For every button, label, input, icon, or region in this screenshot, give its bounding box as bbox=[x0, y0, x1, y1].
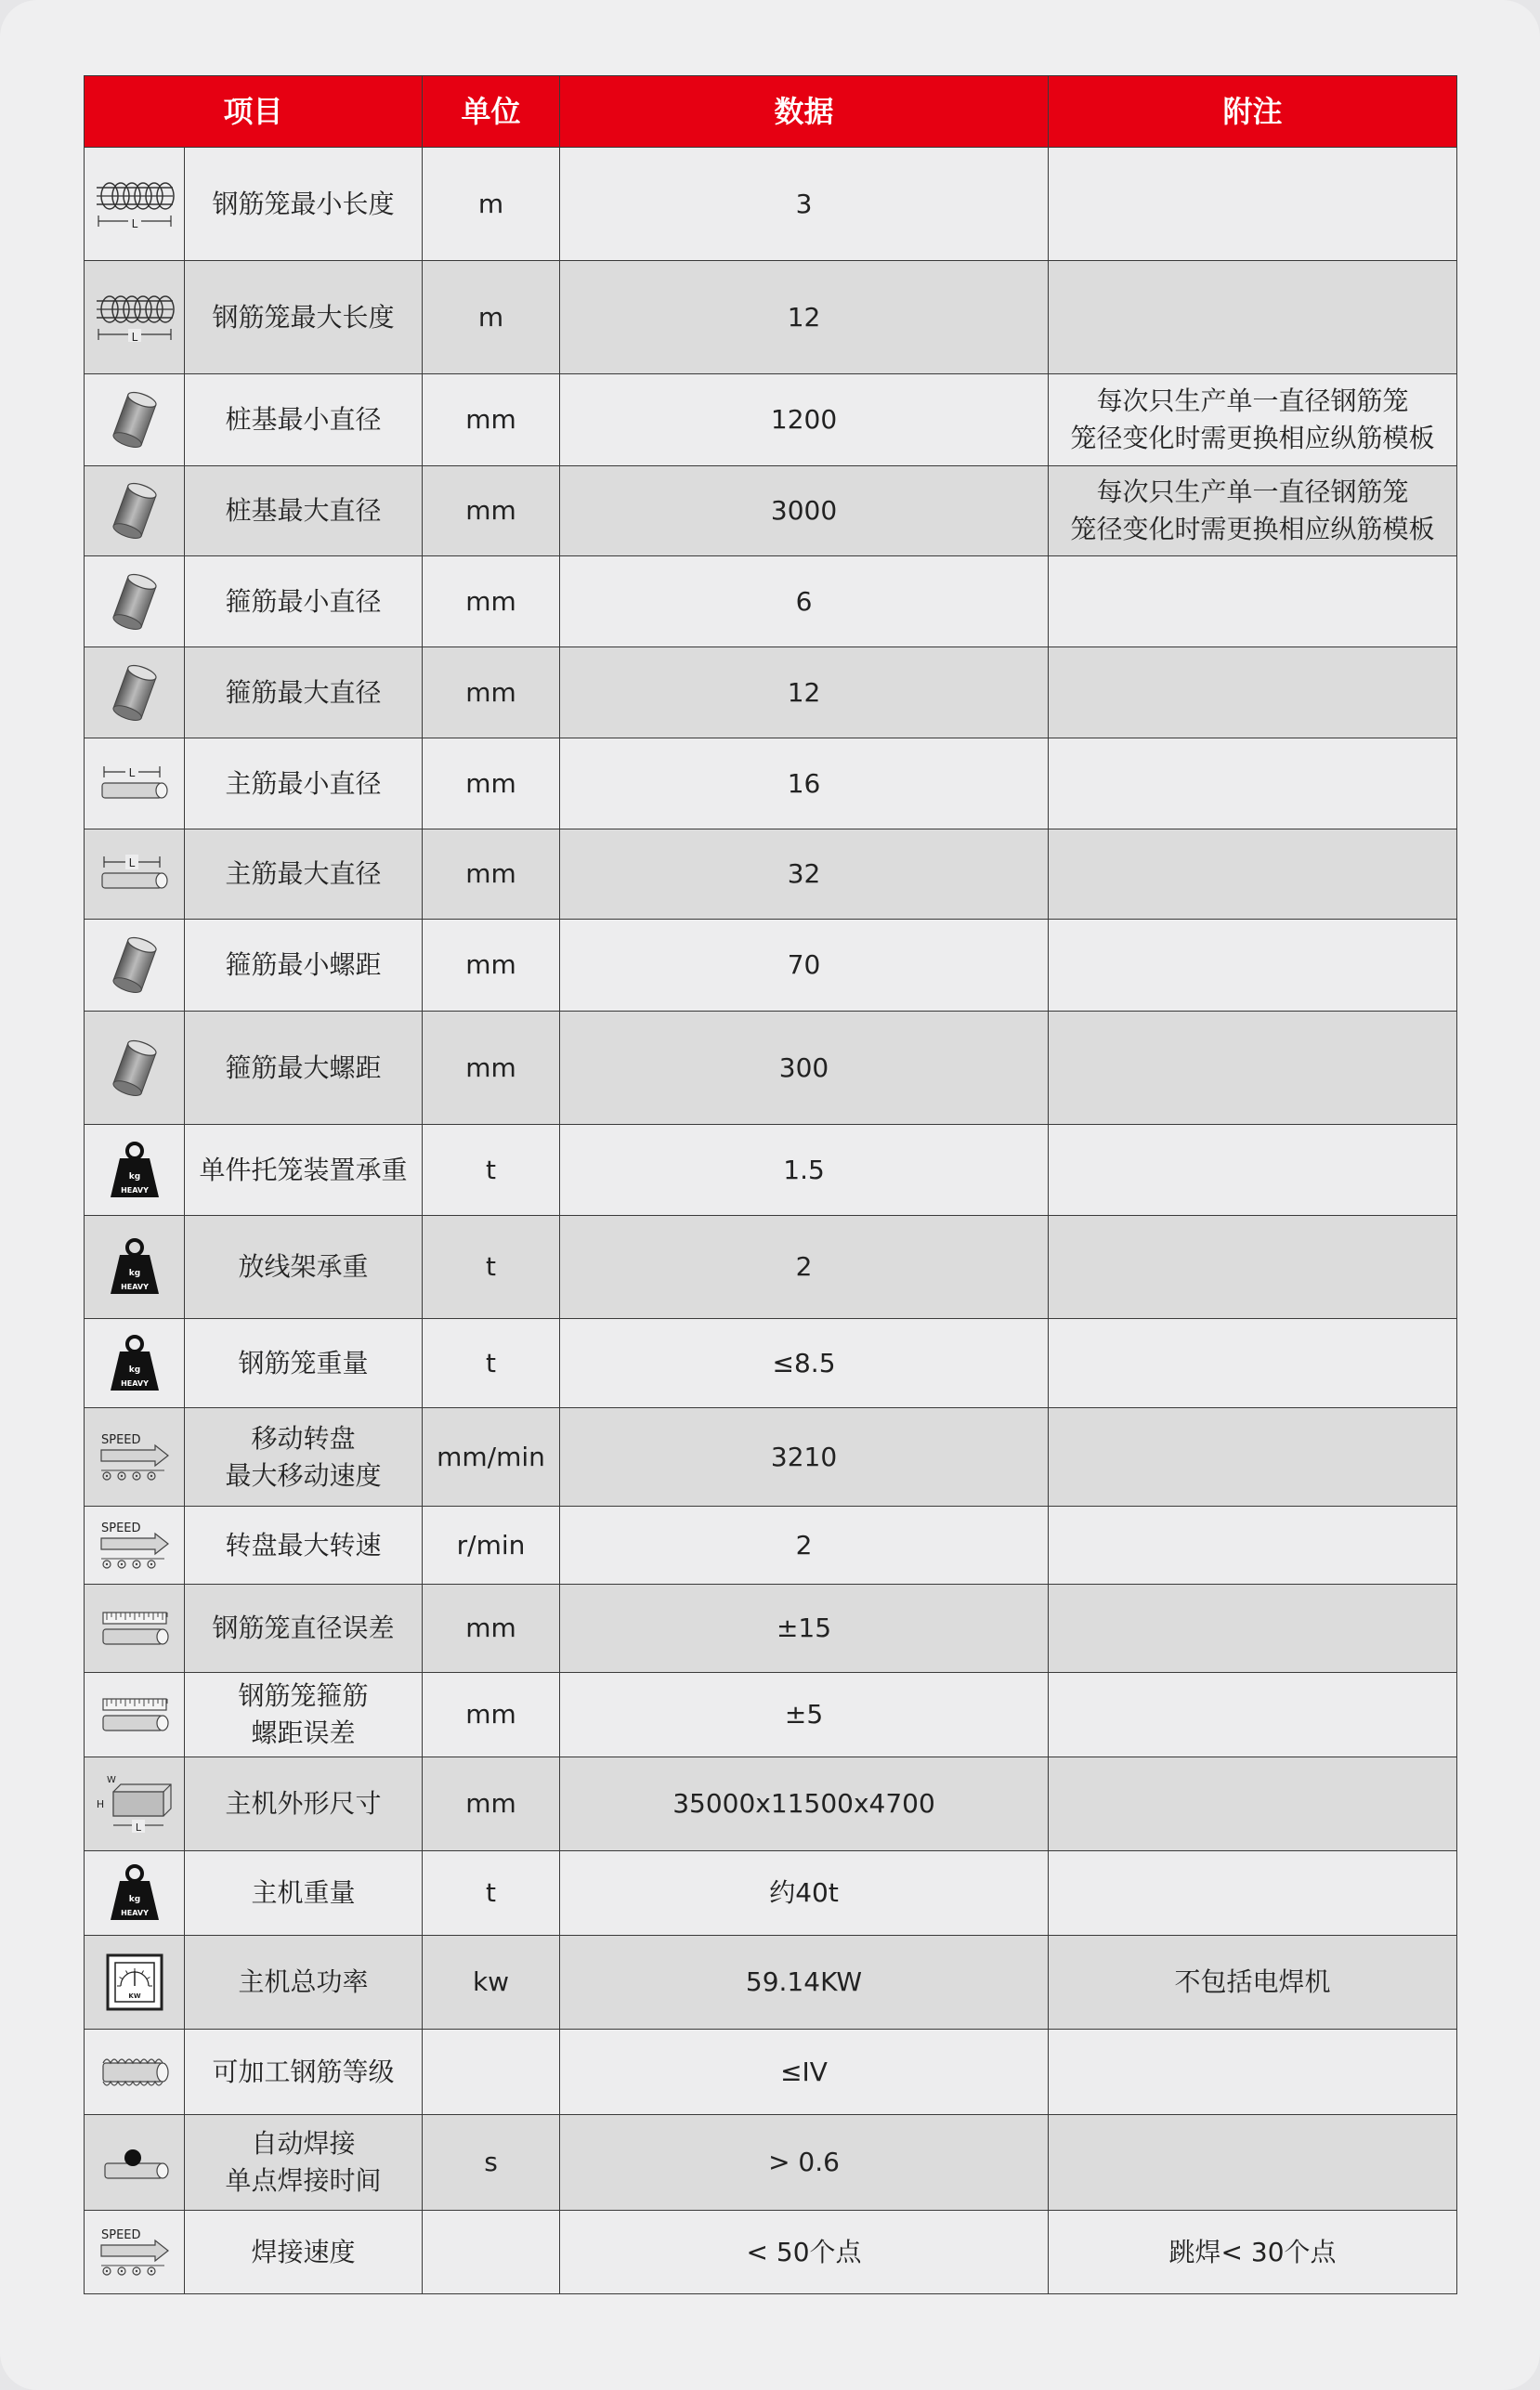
svg-text:HEAVY: HEAVY bbox=[120, 1283, 149, 1291]
svg-text:L: L bbox=[128, 765, 135, 779]
cylinder-icon bbox=[90, 387, 178, 452]
rebar-length-icon bbox=[90, 851, 178, 897]
cylinder-icon bbox=[90, 1036, 178, 1101]
row-unit: t bbox=[423, 1216, 560, 1319]
row-unit: r/min bbox=[423, 1507, 560, 1585]
rebar-length-icon bbox=[90, 761, 178, 807]
row-item: 自动焊接 单点焊接时间 bbox=[185, 2115, 423, 2211]
table-row bbox=[85, 1936, 1457, 2030]
row-unit: m bbox=[423, 148, 560, 261]
table-row bbox=[85, 1757, 1457, 1851]
row-unit: mm bbox=[423, 1673, 560, 1757]
svg-text:kg: kg bbox=[128, 1365, 140, 1375]
row-icon-cell bbox=[85, 1936, 185, 2030]
row-item: 放线架承重 bbox=[185, 1216, 423, 1319]
row-value: > 0.6 bbox=[560, 2115, 1049, 2211]
row-item: 桩基最小直径 bbox=[185, 374, 423, 466]
row-unit: mm bbox=[423, 1585, 560, 1673]
row-icon-cell bbox=[85, 1851, 185, 1936]
table-header-row bbox=[85, 76, 1457, 148]
row-icon-cell bbox=[85, 374, 185, 466]
row-note bbox=[1049, 1585, 1457, 1673]
row-note bbox=[1049, 2115, 1457, 2211]
row-unit: mm bbox=[423, 1012, 560, 1125]
row-value: 35000x11500x4700 bbox=[560, 1757, 1049, 1851]
row-value: ≤IV bbox=[560, 2030, 1049, 2115]
row-icon-cell bbox=[85, 738, 185, 829]
row-value: < 50个点 bbox=[560, 2211, 1049, 2294]
row-icon-cell bbox=[85, 647, 185, 738]
svg-text:L: L bbox=[131, 216, 137, 230]
row-unit: mm bbox=[423, 829, 560, 920]
cylinder-icon bbox=[90, 478, 178, 543]
row-value: ≤8.5 bbox=[560, 1319, 1049, 1408]
row-note bbox=[1049, 1216, 1457, 1319]
row-note bbox=[1049, 920, 1457, 1012]
cage-length-icon bbox=[90, 176, 178, 232]
svg-text:SPEED: SPEED bbox=[100, 1521, 141, 1535]
row-icon-cell bbox=[85, 466, 185, 556]
row-item: 主筋最小直径 bbox=[185, 738, 423, 829]
table-row bbox=[85, 1012, 1457, 1125]
table-row bbox=[85, 829, 1457, 920]
row-item: 主机总功率 bbox=[185, 1936, 423, 2030]
svg-text:kg: kg bbox=[128, 1895, 140, 1904]
row-unit: kw bbox=[423, 1936, 560, 2030]
heavy-weight-icon bbox=[90, 1140, 178, 1201]
row-icon-cell bbox=[85, 829, 185, 920]
row-note bbox=[1049, 1673, 1457, 1757]
row-note bbox=[1049, 261, 1457, 374]
row-icon-cell bbox=[85, 1757, 185, 1851]
row-item: 可加工钢筋等级 bbox=[185, 2030, 423, 2115]
table-row bbox=[85, 1585, 1457, 1673]
svg-text:HEAVY: HEAVY bbox=[120, 1378, 149, 1388]
row-unit: s bbox=[423, 2115, 560, 2211]
row-unit: mm bbox=[423, 374, 560, 466]
row-unit: m bbox=[423, 261, 560, 374]
speed-icon bbox=[90, 2227, 178, 2279]
row-icon-cell bbox=[85, 148, 185, 261]
row-unit: mm bbox=[423, 738, 560, 829]
table-row bbox=[85, 1507, 1457, 1585]
row-item: 主机重量 bbox=[185, 1851, 423, 1936]
svg-text:kg: kg bbox=[128, 1269, 140, 1278]
row-value: 300 bbox=[560, 1012, 1049, 1125]
table-row bbox=[85, 556, 1457, 647]
row-note bbox=[1049, 738, 1457, 829]
table-row bbox=[85, 647, 1457, 738]
row-item: 主筋最大直径 bbox=[185, 829, 423, 920]
svg-text:HEAVY: HEAVY bbox=[120, 1185, 149, 1195]
row-note bbox=[1049, 1757, 1457, 1851]
row-note bbox=[1049, 2030, 1457, 2115]
table-row bbox=[85, 148, 1457, 261]
cage-length-icon bbox=[90, 290, 178, 346]
table-row bbox=[85, 920, 1457, 1012]
table-row bbox=[85, 466, 1457, 556]
row-note: 每次只生产单一直径钢筋笼 笼径变化时需更换相应纵筋模板 bbox=[1049, 374, 1457, 466]
svg-text:H: H bbox=[96, 1798, 104, 1810]
row-item: 转盘最大转速 bbox=[185, 1507, 423, 1585]
row-value: 32 bbox=[560, 829, 1049, 920]
header-unit: 单位 bbox=[423, 76, 560, 148]
spec-table bbox=[84, 75, 1457, 2294]
ruler-rebar-icon bbox=[90, 1605, 178, 1652]
row-icon-cell bbox=[85, 1216, 185, 1319]
row-icon-cell bbox=[85, 1125, 185, 1216]
row-unit: mm bbox=[423, 556, 560, 647]
row-unit: mm bbox=[423, 647, 560, 738]
row-note: 每次只生产单一直径钢筋笼 笼径变化时需更换相应纵筋模板 bbox=[1049, 466, 1457, 556]
heavy-weight-icon bbox=[90, 1862, 178, 1924]
row-note bbox=[1049, 1851, 1457, 1936]
table-row bbox=[85, 1319, 1457, 1408]
row-item: 钢筋笼重量 bbox=[185, 1319, 423, 1408]
table-row bbox=[85, 1851, 1457, 1936]
svg-text:W: W bbox=[106, 1775, 116, 1785]
row-unit: mm/min bbox=[423, 1408, 560, 1507]
row-item: 钢筋笼最大长度 bbox=[185, 261, 423, 374]
row-note bbox=[1049, 829, 1457, 920]
row-value: 2 bbox=[560, 1216, 1049, 1319]
row-unit: mm bbox=[423, 920, 560, 1012]
row-value: 1.5 bbox=[560, 1125, 1049, 1216]
row-unit bbox=[423, 2030, 560, 2115]
table-row bbox=[85, 1216, 1457, 1319]
row-value: ±15 bbox=[560, 1585, 1049, 1673]
row-item: 箍筋最小直径 bbox=[185, 556, 423, 647]
speed-icon bbox=[90, 1431, 178, 1483]
svg-text:L: L bbox=[128, 856, 135, 869]
table-row bbox=[85, 2030, 1457, 2115]
row-icon-cell bbox=[85, 2030, 185, 2115]
box-dimension-icon bbox=[90, 1773, 178, 1835]
svg-text:kg: kg bbox=[128, 1171, 140, 1182]
row-item: 钢筋笼最小长度 bbox=[185, 148, 423, 261]
row-value: 3 bbox=[560, 148, 1049, 261]
row-icon-cell bbox=[85, 2211, 185, 2294]
row-value: 约40t bbox=[560, 1851, 1049, 1936]
row-value: 70 bbox=[560, 920, 1049, 1012]
ruler-rebar-icon bbox=[90, 1691, 178, 1738]
header-note: 附注 bbox=[1049, 76, 1457, 148]
row-icon-cell bbox=[85, 1012, 185, 1125]
svg-text:L: L bbox=[131, 330, 137, 344]
row-value: 12 bbox=[560, 261, 1049, 374]
row-note bbox=[1049, 1319, 1457, 1408]
speed-icon bbox=[90, 1520, 178, 1572]
table-row bbox=[85, 2211, 1457, 2294]
row-item: 箍筋最大螺距 bbox=[185, 1012, 423, 1125]
row-item: 主机外形尺寸 bbox=[185, 1757, 423, 1851]
row-note bbox=[1049, 647, 1457, 738]
row-value: 16 bbox=[560, 738, 1049, 829]
table-row bbox=[85, 1408, 1457, 1507]
table-row bbox=[85, 374, 1457, 466]
row-unit: t bbox=[423, 1125, 560, 1216]
table-row bbox=[85, 2115, 1457, 2211]
rebar-grade-icon bbox=[90, 2052, 178, 2093]
svg-text:KW: KW bbox=[127, 1992, 141, 2000]
row-note bbox=[1049, 1125, 1457, 1216]
row-note bbox=[1049, 1507, 1457, 1585]
svg-text:HEAVY: HEAVY bbox=[120, 1909, 149, 1917]
header-item: 项目 bbox=[85, 76, 423, 148]
row-item: 单件托笼装置承重 bbox=[185, 1125, 423, 1216]
row-note: 跳焊< 30个点 bbox=[1049, 2211, 1457, 2294]
row-item: 桩基最大直径 bbox=[185, 466, 423, 556]
row-note: 不包括电焊机 bbox=[1049, 1936, 1457, 2030]
row-icon-cell bbox=[85, 261, 185, 374]
row-unit bbox=[423, 2211, 560, 2294]
row-icon-cell bbox=[85, 2115, 185, 2211]
row-icon-cell bbox=[85, 1507, 185, 1585]
header-data: 数据 bbox=[560, 76, 1049, 148]
svg-text:SPEED: SPEED bbox=[100, 2227, 141, 2242]
svg-text:L: L bbox=[135, 1822, 141, 1834]
row-item: 钢筋笼直径误差 bbox=[185, 1585, 423, 1673]
row-item: 钢筋笼箍筋 螺距误差 bbox=[185, 1673, 423, 1757]
row-value: 6 bbox=[560, 556, 1049, 647]
row-value: 59.14KW bbox=[560, 1936, 1049, 2030]
heavy-weight-icon bbox=[90, 1236, 178, 1298]
table-row bbox=[85, 1125, 1457, 1216]
row-item: 箍筋最小螺距 bbox=[185, 920, 423, 1012]
row-icon-cell bbox=[85, 1408, 185, 1507]
row-unit: t bbox=[423, 1319, 560, 1408]
table-row bbox=[85, 1673, 1457, 1757]
cylinder-icon bbox=[90, 933, 178, 998]
svg-text:SPEED: SPEED bbox=[100, 1432, 141, 1447]
table-row bbox=[85, 738, 1457, 829]
row-item: 焊接速度 bbox=[185, 2211, 423, 2294]
cylinder-icon bbox=[90, 660, 178, 725]
table-row bbox=[85, 261, 1457, 374]
row-value: ±5 bbox=[560, 1673, 1049, 1757]
row-unit: mm bbox=[423, 466, 560, 556]
weld-point-icon bbox=[90, 2139, 178, 2186]
row-value: 2 bbox=[560, 1507, 1049, 1585]
row-icon-cell bbox=[85, 1319, 185, 1408]
row-value: 12 bbox=[560, 647, 1049, 738]
power-meter-icon bbox=[90, 1952, 178, 2012]
row-icon-cell bbox=[85, 1585, 185, 1673]
row-unit: t bbox=[423, 1851, 560, 1936]
row-value: 3210 bbox=[560, 1408, 1049, 1507]
row-note bbox=[1049, 556, 1457, 647]
row-value: 1200 bbox=[560, 374, 1049, 466]
row-note bbox=[1049, 148, 1457, 261]
row-icon-cell bbox=[85, 920, 185, 1012]
row-value: 3000 bbox=[560, 466, 1049, 556]
cylinder-icon bbox=[90, 569, 178, 634]
row-icon-cell bbox=[85, 556, 185, 647]
row-item: 箍筋最大直径 bbox=[185, 647, 423, 738]
row-note bbox=[1049, 1012, 1457, 1125]
row-icon-cell bbox=[85, 1673, 185, 1757]
row-unit: mm bbox=[423, 1757, 560, 1851]
row-note bbox=[1049, 1408, 1457, 1507]
row-item: 移动转盘 最大移动速度 bbox=[185, 1408, 423, 1507]
heavy-weight-icon bbox=[90, 1333, 178, 1394]
